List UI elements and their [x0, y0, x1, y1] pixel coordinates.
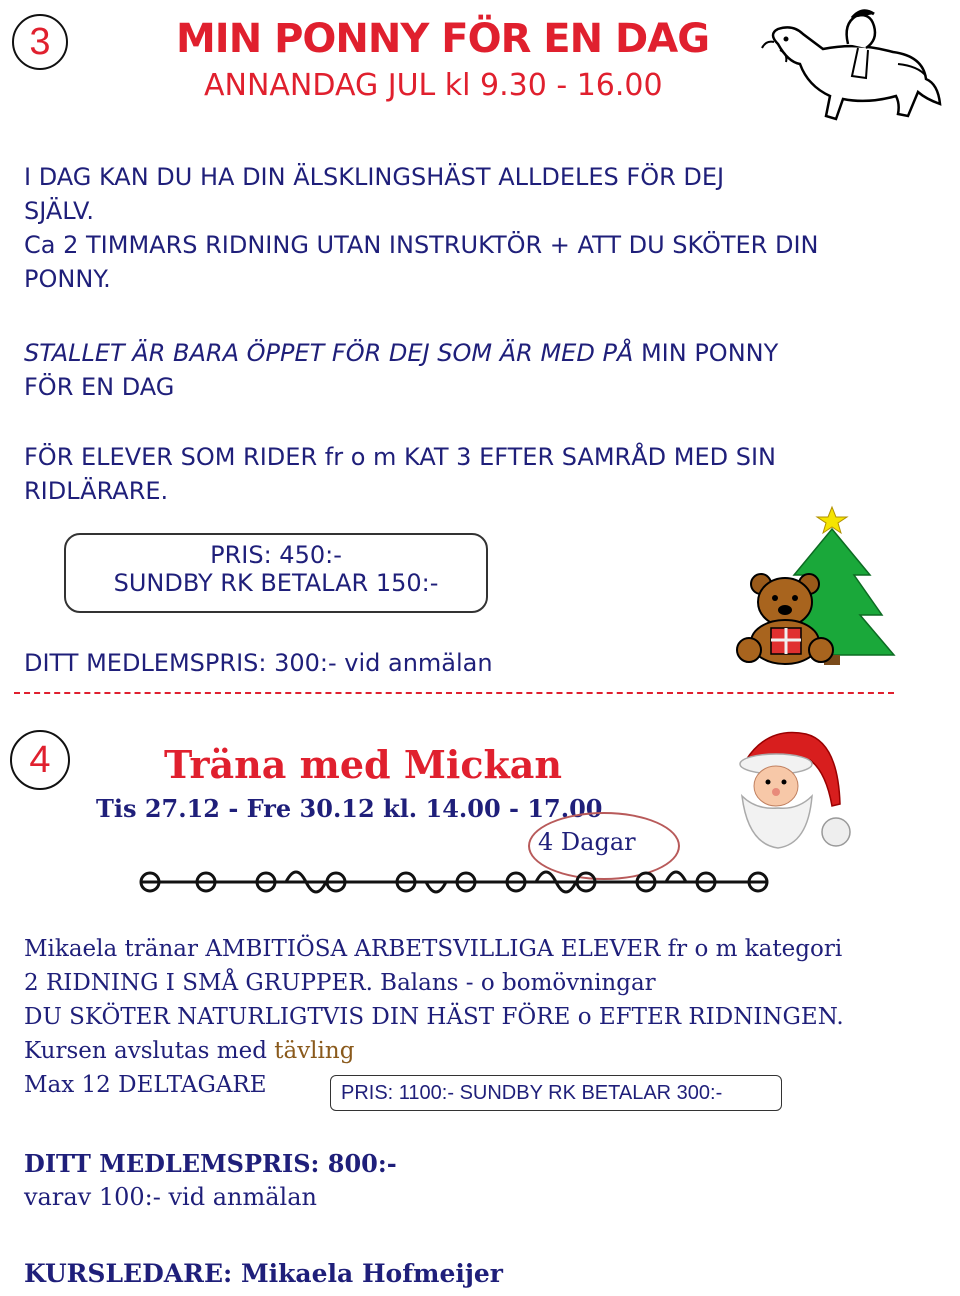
- section4-max-participants: Max 12 DELTAGARE: [24, 1072, 267, 1098]
- section3-price-line2: SUNDBY RK BETALAR 150:-: [113, 569, 439, 597]
- section4-title: Träna med Mickan: [164, 742, 563, 787]
- section-divider: [14, 692, 894, 694]
- section3-date: ANNANDAG JUL kl 9.30 - 16.00: [204, 68, 663, 103]
- section3-price-line1: PRIS: 450:-: [210, 541, 342, 569]
- section4-course-leader: KURSLEDARE: Mikaela Hofmeijer: [24, 1259, 503, 1288]
- section3-price-box: [64, 533, 488, 613]
- bit-chain-divider: [136, 862, 772, 902]
- section4-para1-line2: 2 RIDNING I SMÅ GRUPPER. Balans - o bomövningar: [24, 970, 656, 996]
- section4-finish-text: Kursen avslutas med: [24, 1038, 275, 1064]
- section3-para2-line2: FÖR EN DAG: [24, 373, 175, 401]
- section4-para1-line1: Mikaela tränar AMBITIÖSA ARBETSVILLIGA ELEVER fr o m kategori: [24, 936, 843, 962]
- section4-member-price-line1: DITT MEDLEMSPRIS: 800:-: [24, 1149, 397, 1178]
- section3-para3-line1: FÖR ELEVER SOM RIDER fr o m KAT 3 EFTER SAMRÅD MED SIN: [24, 443, 777, 471]
- teddy-bear-icon: [735, 570, 835, 665]
- section3-para1-line3: Ca 2 TIMMARS RIDNING UTAN INSTRUKTÖR + ATT DU SKÖTER DIN: [24, 231, 819, 259]
- section4-competition-word: tävling: [274, 1038, 355, 1064]
- section4-para1-line3: DU SKÖTER NATURLIGTVIS DIN HÄST FÖRE o EFTER RIDNINGEN.: [24, 1004, 844, 1030]
- section3-para1-line4: PONNY.: [24, 265, 111, 293]
- section3-para2-line1: [24, 336, 778, 371]
- section3-para1-line1: I DAG KAN DU HA DIN ÄLSKLINGSHÄST ALLDELES FÖR DEJ: [24, 163, 725, 191]
- section4-price-box: PRIS: 1100:- SUNDBY RK BETALAR 300:-: [330, 1075, 782, 1111]
- section4-para1-line4: [24, 1034, 354, 1069]
- section-number-3: 3: [12, 14, 68, 70]
- section3-para1-line2: SJÄLV.: [24, 197, 94, 225]
- section3-para3-line2: RIDLÄRARE.: [24, 477, 169, 505]
- pony-rider-illustration: [748, 4, 948, 144]
- section3-title: MIN PONNY FÖR EN DAG: [176, 16, 710, 62]
- section3-member-price: DITT MEDLEMSPRIS: 300:- vid anmälan: [24, 649, 493, 677]
- section4-member-price-line2: varav 100:- vid anmälan: [24, 1183, 317, 1211]
- section3-para2-rest: MIN PONNY: [633, 339, 779, 367]
- section3-para2-italic: STALLET ÄR BARA ÖPPET FÖR DEJ SOM ÄR MED PÅ: [24, 339, 634, 367]
- santa-claus-icon: [728, 724, 860, 856]
- section-number-4: 4: [10, 730, 70, 790]
- section4-dates: Tis 27.12 - Fre 30.12 kl. 14.00 - 17.00: [96, 794, 603, 823]
- section4-days: 4 Dagar: [538, 828, 636, 856]
